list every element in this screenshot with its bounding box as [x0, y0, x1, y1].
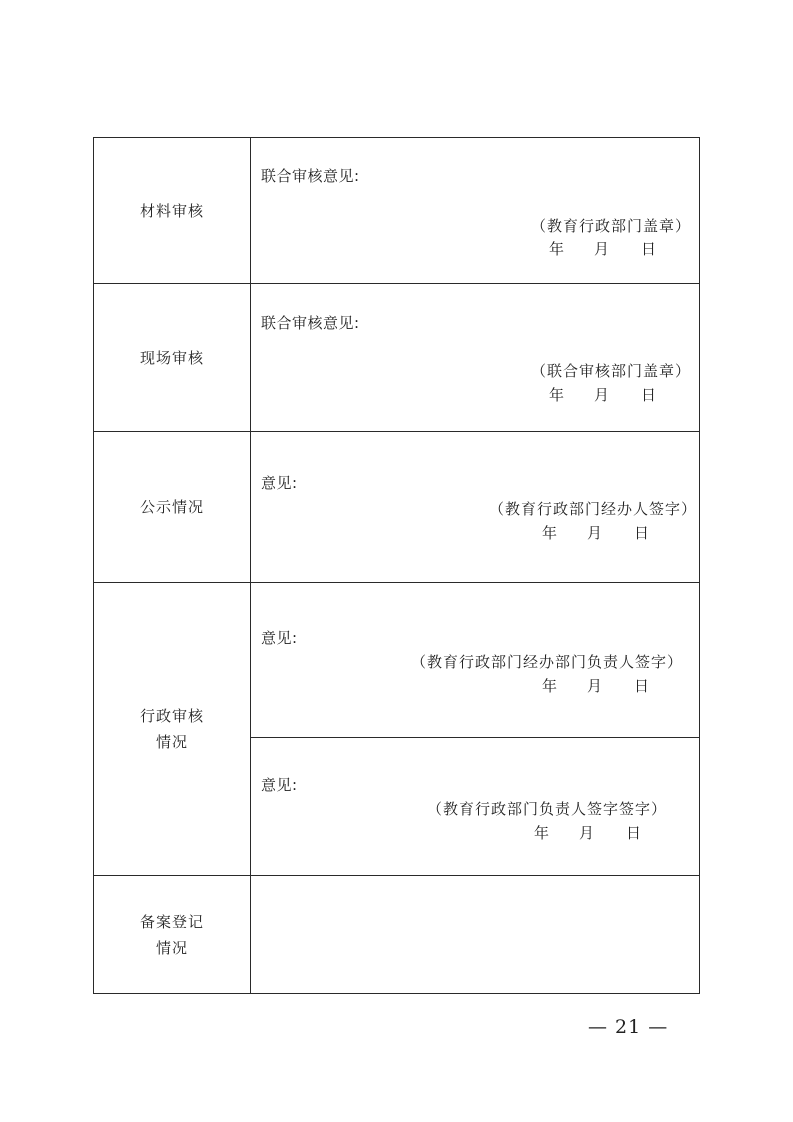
- date-line: [542, 675, 649, 696]
- date-month: 月: [594, 386, 610, 404]
- opinion-label: 联合审核意见:: [261, 314, 360, 332]
- onsite-review-cell: [251, 284, 700, 432]
- date-year: 年: [542, 524, 558, 542]
- opinion-label: 意见:: [261, 474, 298, 492]
- opinion-label: 意见:: [261, 776, 298, 794]
- admin-review-head-cell: [251, 738, 700, 876]
- date-line: [542, 522, 649, 543]
- table-row: [94, 138, 700, 284]
- table-row: [94, 432, 700, 583]
- date-year: 年: [542, 677, 558, 695]
- signature-note: （教育行政部门负责人签字签字）: [427, 800, 668, 818]
- date-month: 月: [587, 524, 603, 542]
- date-year: 年: [534, 824, 550, 842]
- row-label-material-review: 材料审核: [94, 138, 251, 284]
- admin-review-handler-cell: [251, 583, 700, 738]
- table-row: [94, 583, 700, 738]
- date-day: 日: [634, 677, 650, 695]
- date-line: [549, 384, 656, 405]
- public-notice-cell: [251, 432, 700, 583]
- date-month: 月: [594, 240, 610, 258]
- page-number: — 21 —: [588, 1016, 669, 1038]
- row-label-public-notice: 公示情况: [94, 432, 251, 583]
- row-label-admin-review: 行政审核 情况: [94, 583, 251, 876]
- opinion-label: 联合审核意见:: [261, 167, 360, 185]
- date-day: 日: [641, 386, 657, 404]
- review-form-table: [93, 137, 700, 994]
- date-day: 日: [626, 824, 642, 842]
- date-year: 年: [549, 240, 565, 258]
- opinion-label: 意见:: [261, 629, 298, 647]
- date-month: 月: [587, 677, 603, 695]
- material-review-cell: [251, 138, 700, 284]
- signature-note: （教育行政部门经办部门负责人签字）: [411, 653, 684, 671]
- date-line: [534, 822, 641, 843]
- date-day: 日: [634, 524, 650, 542]
- row-label-filing-registration: 备案登记 情况: [94, 876, 251, 994]
- table-row: [94, 284, 700, 432]
- filing-registration-cell: [251, 876, 700, 994]
- date-month: 月: [579, 824, 595, 842]
- signature-note: （教育行政部门经办人签字）: [489, 500, 698, 518]
- signature-note: （教育行政部门盖章）: [531, 217, 692, 235]
- table-row: [94, 876, 700, 994]
- row-label-onsite-review: 现场审核: [94, 284, 251, 432]
- signature-note: （联合审核部门盖章）: [531, 362, 692, 380]
- date-year: 年: [549, 386, 565, 404]
- date-day: 日: [641, 240, 657, 258]
- date-line: [549, 238, 656, 259]
